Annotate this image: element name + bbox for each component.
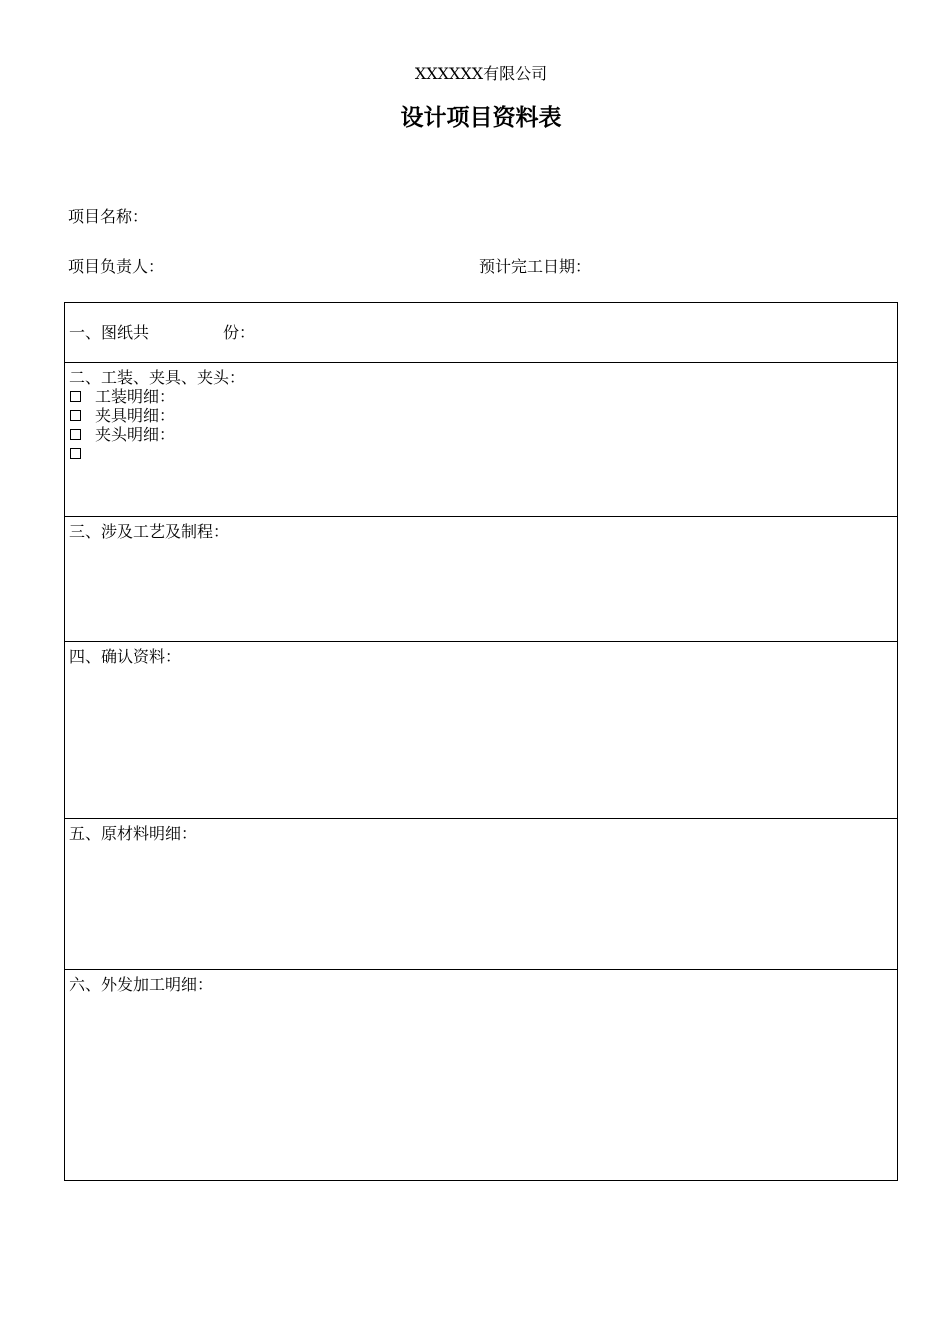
- section-drawings: [65, 303, 897, 363]
- company-name: XXXXXX有限公司: [414, 64, 548, 83]
- section-confirmation: [65, 642, 897, 819]
- checklist-item: [70, 387, 175, 406]
- project-lead-label: 项目负责人：: [68, 257, 165, 276]
- section-outsourcing: [65, 970, 897, 1180]
- checklist-item-label: 夹具明细：: [95, 406, 176, 425]
- confirmation-label: 四、确认资料：: [69, 647, 182, 666]
- drawings-copies-suffix: 份：: [223, 323, 256, 342]
- outsourcing-label: 六、外发加工明细：: [69, 975, 214, 994]
- tooling-detail-checkbox[interactable]: [70, 391, 81, 402]
- blank-checkbox[interactable]: [70, 448, 81, 459]
- drawings-label: 一、图纸共: [69, 323, 150, 342]
- process-label: 三、涉及工艺及制程：: [69, 522, 230, 541]
- section-process: [65, 517, 897, 642]
- checklist-item: [70, 444, 175, 463]
- checklist-item: [70, 425, 175, 444]
- project-name-label: 项目名称：: [68, 207, 149, 226]
- section-tooling: [65, 363, 897, 517]
- section-materials: [65, 819, 897, 970]
- tooling-label: 二、工装、夹具、夹头：: [69, 368, 246, 387]
- checklist-item-label: 工装明细：: [95, 387, 176, 406]
- document-title: 设计项目资料表: [400, 105, 562, 131]
- due-date-label: 预计完工日期：: [479, 257, 592, 276]
- checklist-item-label: 夹头明细：: [95, 425, 176, 444]
- fixture-detail-checkbox[interactable]: [70, 410, 81, 421]
- chuck-detail-checkbox[interactable]: [70, 429, 81, 440]
- checklist-item: [70, 406, 175, 425]
- project-form-table: [64, 302, 898, 1181]
- tooling-checklist: [70, 387, 175, 463]
- materials-label: 五、原材料明细：: [69, 824, 198, 843]
